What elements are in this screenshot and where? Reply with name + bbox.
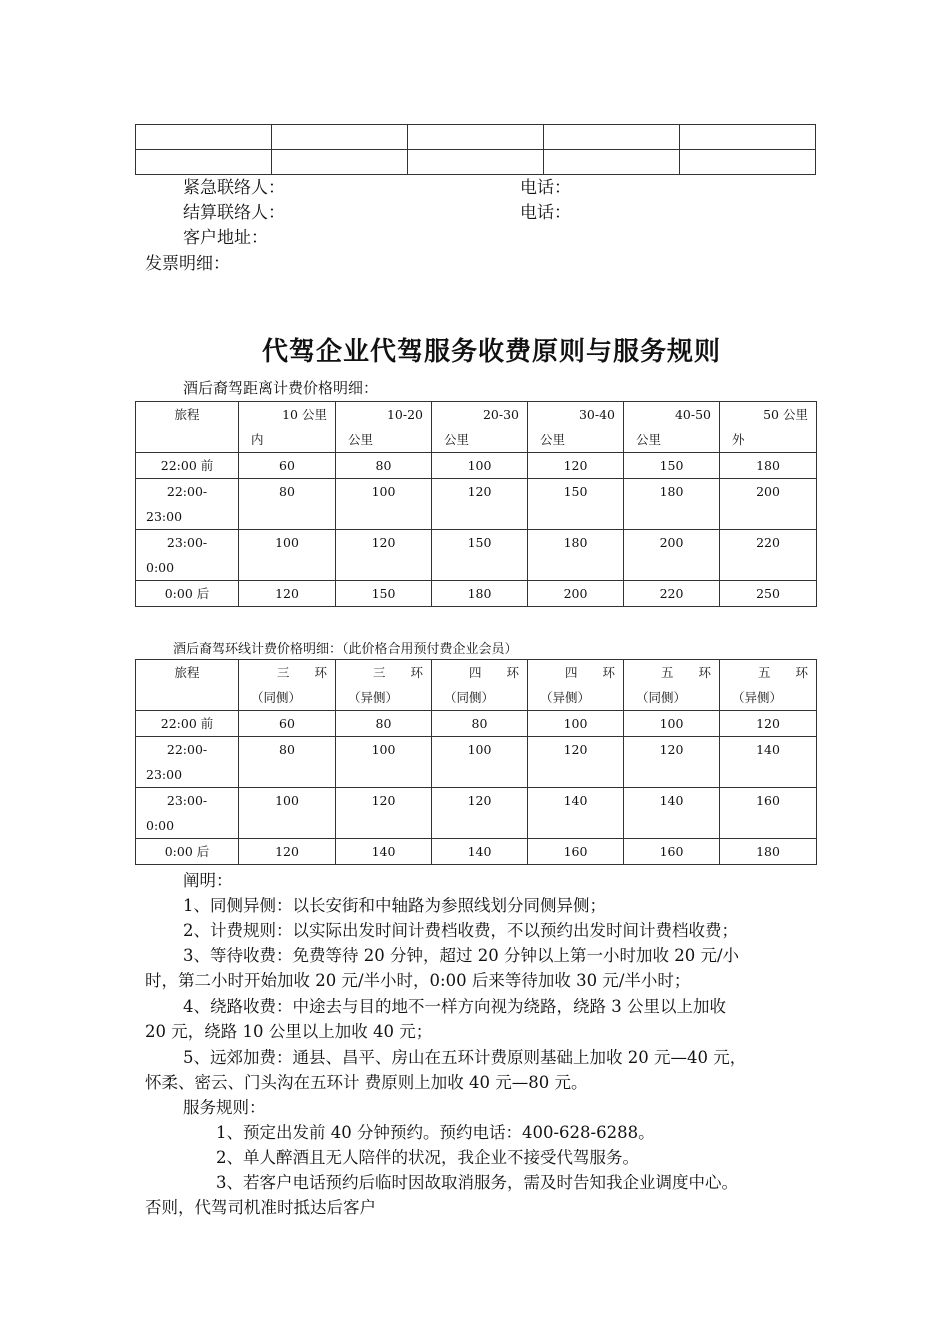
column-header: 四 环 [468, 665, 519, 680]
column-header: 50 公里 [763, 407, 808, 422]
rule-item: 2、单人醉酒且无人陪伴的状况，我企业不接受代驾服务。 [216, 1148, 639, 1167]
table-cell: 120 [528, 737, 624, 788]
rules-heading: 服务规则： [183, 1098, 266, 1117]
table-cell: 160 [528, 839, 624, 865]
table-cell: 80 [336, 453, 432, 479]
table-row: 23:00- 0:00 100 120 150 180 200 220 [136, 530, 817, 581]
table-cell: 150 [624, 453, 720, 479]
column-header: 30-40 [578, 407, 615, 422]
address-label: 客户地址： [183, 228, 268, 248]
table-cell: 120 [720, 711, 817, 737]
table-row [136, 839, 817, 865]
table-cell: 200 [624, 530, 720, 581]
table-cell: 120 [432, 788, 528, 839]
table-cell: 140 [624, 788, 720, 839]
note-item: 1、同侧异侧：以长安街和中轴路为参照线划分同侧异侧； [183, 896, 606, 915]
blank-table [135, 124, 816, 175]
row-label: 22:00- [166, 484, 208, 499]
table-row: 22:00- 23:00 80 100 120 150 180 200 [136, 479, 817, 530]
table-cell: 100 [239, 788, 336, 839]
row-label: 22:00 前 [160, 716, 214, 731]
notes-heading: 阐明： [183, 871, 233, 890]
table-cell: 180 [432, 581, 528, 607]
emergency-phone-label: 电话： [520, 178, 571, 198]
note-item: 2、计费规则：以实际出发时间计费档收费，不以预约出发时间计费档收费； [183, 921, 738, 940]
table-cell: 80 [432, 711, 528, 737]
header-corner: 旅程 [174, 407, 200, 422]
table-cell: 180 [624, 479, 720, 530]
row-label: 23:00- [166, 793, 208, 808]
table-header-row: 旅程 10 公里 内 10-20 公里 20-30 公里 30-40 公里 40-50 公里 50 公里 外 [136, 402, 817, 453]
table-cell: 220 [624, 581, 720, 607]
column-header: 40-50 [674, 407, 711, 422]
column-header: 10 公里 [282, 407, 327, 422]
table-cell: 150 [336, 581, 432, 607]
table-cell: 200 [720, 479, 817, 530]
column-header: 20-30 [482, 407, 519, 422]
table-cell: 180 [720, 453, 817, 479]
settlement-phone-label: 电话： [520, 203, 571, 223]
table-cell: 60 [239, 711, 336, 737]
header-corner: 旅程 [174, 665, 200, 680]
table-cell: 100 [239, 530, 336, 581]
table-cell: 150 [528, 479, 624, 530]
table-cell: 120 [239, 581, 336, 607]
table-row [136, 711, 817, 737]
table-cell: 150 [432, 530, 528, 581]
table-row [136, 150, 816, 175]
table-cell: 160 [624, 839, 720, 865]
row-label: 22:00- [166, 742, 208, 757]
table-row [136, 581, 817, 607]
table-row [136, 453, 817, 479]
table-row: 23:00- 0:00 100 120 120 140 140 160 [136, 788, 817, 839]
table-cell: 120 [336, 530, 432, 581]
column-header: 四 环 [564, 665, 615, 680]
ring-price-table [135, 659, 817, 865]
note-item: 4、绕路收费：中途去与目的地不一样方向视为绕路，绕路 3 公里以上加收 [183, 997, 726, 1016]
rule-item: 1、预定出发前 40 分钟预约。预约电话：400-628-6288。 [216, 1123, 655, 1142]
page-title: 代驾企业代驾服务收费原则与服务规则 [262, 337, 722, 367]
table-cell: 180 [528, 530, 624, 581]
emergency-contact-label: 紧急联络人： [183, 178, 285, 198]
table-cell: 160 [720, 788, 817, 839]
table-cell: 100 [432, 453, 528, 479]
column-header: 五 环 [660, 665, 711, 680]
table-cell: 200 [528, 581, 624, 607]
table-cell: 140 [720, 737, 817, 788]
table-cell: 80 [239, 479, 336, 530]
row-label: 0:00 后 [164, 586, 210, 601]
table-cell: 140 [432, 839, 528, 865]
distance-table-caption: 酒后裔驾距离计费价格明细： [183, 379, 379, 397]
table-cell: 140 [528, 788, 624, 839]
table-cell: 220 [720, 530, 817, 581]
table-cell: 120 [528, 453, 624, 479]
note-item-cont: 时，第二小时开始加收 20 元/半小时，0:00 后来等待加收 30 元/半小时； [145, 971, 691, 990]
ring-table-caption: 酒后裔驾环线计费价格明细：（此价格合用预付费企业会员） [173, 642, 518, 657]
table-header-row: 旅程 三 环 （同侧） 三 环 （异侧） 四 环 （同侧） 四 环 （异侧） 五 环 （同侧） 五 环 （异侧） [136, 660, 817, 711]
table-cell: 60 [239, 453, 336, 479]
rule-item: 3、若客户电话预约后临时因故取消服务，需及时告知我企业调度中心。 [216, 1173, 738, 1192]
table-cell: 100 [528, 711, 624, 737]
table-cell: 250 [720, 581, 817, 607]
column-header: 10-20 [386, 407, 423, 422]
note-item: 5、远郊加费：通县、昌平、房山在五环计费原则基础上加收 20 元—40 元， [183, 1048, 747, 1067]
table-cell: 100 [336, 737, 432, 788]
table-cell: 120 [624, 737, 720, 788]
row-label: 0:00 后 [164, 844, 210, 859]
table-cell: 140 [336, 839, 432, 865]
row-label: 22:00 前 [160, 458, 214, 473]
table-cell: 180 [720, 839, 817, 865]
column-header: 三 环 [276, 665, 327, 680]
table-cell: 120 [239, 839, 336, 865]
column-header: 三 环 [372, 665, 423, 680]
table-cell: 100 [336, 479, 432, 530]
distance-price-table [135, 401, 817, 607]
table-cell: 100 [624, 711, 720, 737]
row-label: 23:00- [166, 535, 208, 550]
rule-item-cont: 否则，代驾司机准时抵达后客户 [145, 1198, 376, 1217]
note-item: 3、等待收费：免费等待 20 分钟，超过 20 分钟以上第一小时加收 20 元/小 [183, 946, 740, 965]
table-row: 22:00- 23:00 80 100 100 120 120 140 [136, 737, 817, 788]
note-item-cont: 怀柔、密云、门头沟在五环计 费原则上加收 40 元—80 元。 [145, 1073, 588, 1092]
table-cell: 80 [239, 737, 336, 788]
invoice-label: 发票明细： [145, 254, 230, 274]
table-row [136, 125, 816, 150]
table-cell: 80 [336, 711, 432, 737]
settlement-contact-label: 结算联络人： [183, 203, 285, 223]
note-item-cont: 20 元，绕路 10 公里以上加收 40 元； [145, 1022, 433, 1041]
table-cell: 120 [432, 479, 528, 530]
table-cell: 100 [432, 737, 528, 788]
column-header: 五 环 [757, 665, 808, 680]
table-cell: 120 [336, 788, 432, 839]
